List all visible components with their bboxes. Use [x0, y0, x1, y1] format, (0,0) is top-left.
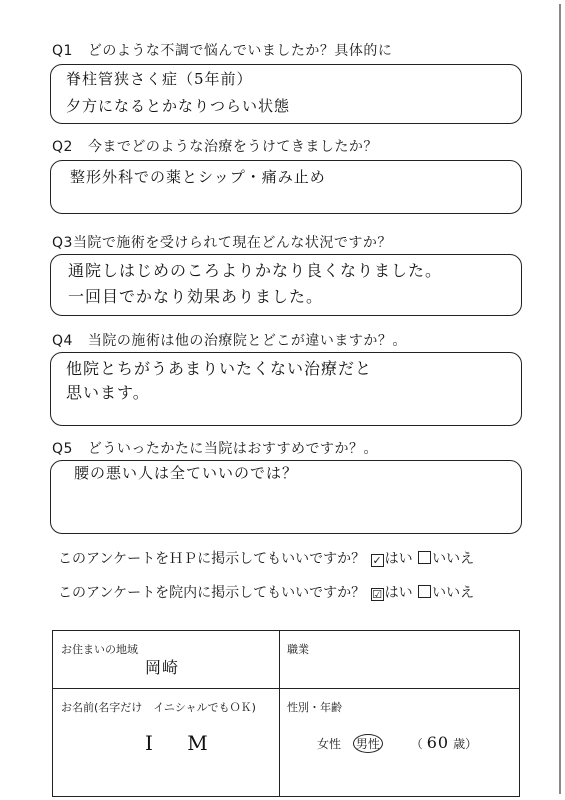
consent-clinic-yes-label: はい	[384, 585, 413, 601]
consent-hp-no-label: いいえ	[432, 551, 475, 567]
answer-5-line-1: 腰の悪い人は全ていいのでは？	[74, 464, 299, 482]
question-5-number: Q5	[52, 441, 73, 457]
gender-female-option[interactable]: 女性	[317, 737, 342, 751]
consent-clinic-yes-checkbox[interactable]: ☑	[372, 588, 383, 601]
consent-hp-yes-checkbox[interactable]: ✓	[372, 554, 382, 567]
name-value[interactable]: I M	[145, 731, 222, 755]
consent-clinic-text: このアンケートを院内に掲示してもいいですか？	[58, 585, 366, 601]
table-divider-horizontal	[53, 688, 519, 689]
consent-clinic-row	[58, 582, 474, 602]
answer-4-line-1: 他院とちがうあまりいたくない治療だと	[66, 359, 373, 378]
answer-4-line-2: 思います。	[66, 383, 150, 402]
age-open-paren: （	[410, 737, 423, 751]
question-2	[52, 136, 378, 156]
question-5-text: どういったかたに当院はおすすめですか？。	[87, 441, 379, 457]
question-3-number: Q3	[52, 235, 73, 251]
job-label: 職業	[287, 643, 309, 656]
gender-age-label: 性別・年齢	[287, 701, 342, 714]
consent-hp-row	[58, 548, 474, 568]
respondent-info-table	[52, 630, 520, 797]
consent-hp-yes-label: はい	[384, 551, 413, 567]
question-1	[52, 40, 392, 60]
answer-3-line-2: 一回目でかなり効果ありました。	[68, 287, 324, 306]
consent-hp-text: このアンケートをＨＰに掲示してもいいですか？	[58, 551, 366, 567]
answer-1-line-1: 脊柱管狭さく症（5年前）	[66, 70, 253, 88]
gender-options	[317, 733, 477, 753]
age-value[interactable]: 60	[426, 733, 450, 752]
question-5	[52, 438, 378, 458]
answer-3-line-1: 通院しはじめのころよりかなり良くなりました。	[68, 261, 443, 280]
question-3	[52, 232, 392, 252]
consent-hp-no-checkbox[interactable]	[418, 551, 431, 564]
answer-1-line-2: 夕方になるとかなりつらい状態	[66, 97, 291, 115]
question-3-text: 当院で施術を受けられて現在どんな状況ですか？	[72, 235, 392, 251]
question-4	[52, 330, 407, 350]
question-1-number: Q1	[52, 43, 73, 59]
consent-clinic-no-checkbox[interactable]	[418, 585, 431, 598]
address-label: お住まいの地域	[61, 643, 138, 656]
age-unit: 歳）	[453, 737, 478, 751]
question-2-number: Q2	[52, 139, 73, 155]
address-value[interactable]: 岡崎	[145, 658, 180, 677]
name-label: お名前(名字だけ イニシャルでもＯＫ)	[61, 701, 256, 714]
gender-male-option-circled[interactable]: 男性	[353, 734, 383, 753]
question-4-number: Q4	[52, 333, 73, 349]
question-4-text: 当院の施術は他の治療院とどこが違いますか？。	[87, 333, 407, 349]
consent-clinic-no-label: いいえ	[432, 585, 475, 601]
question-1-text: どのような不調で悩んでいましたか？具体的に	[87, 43, 393, 59]
table-divider-vertical	[279, 631, 280, 796]
answer-2-line-1: 整形外科での薬とシップ・痛み止め	[70, 168, 326, 186]
question-2-text: 今までどのような治療をうけてきましたか？	[87, 139, 378, 155]
